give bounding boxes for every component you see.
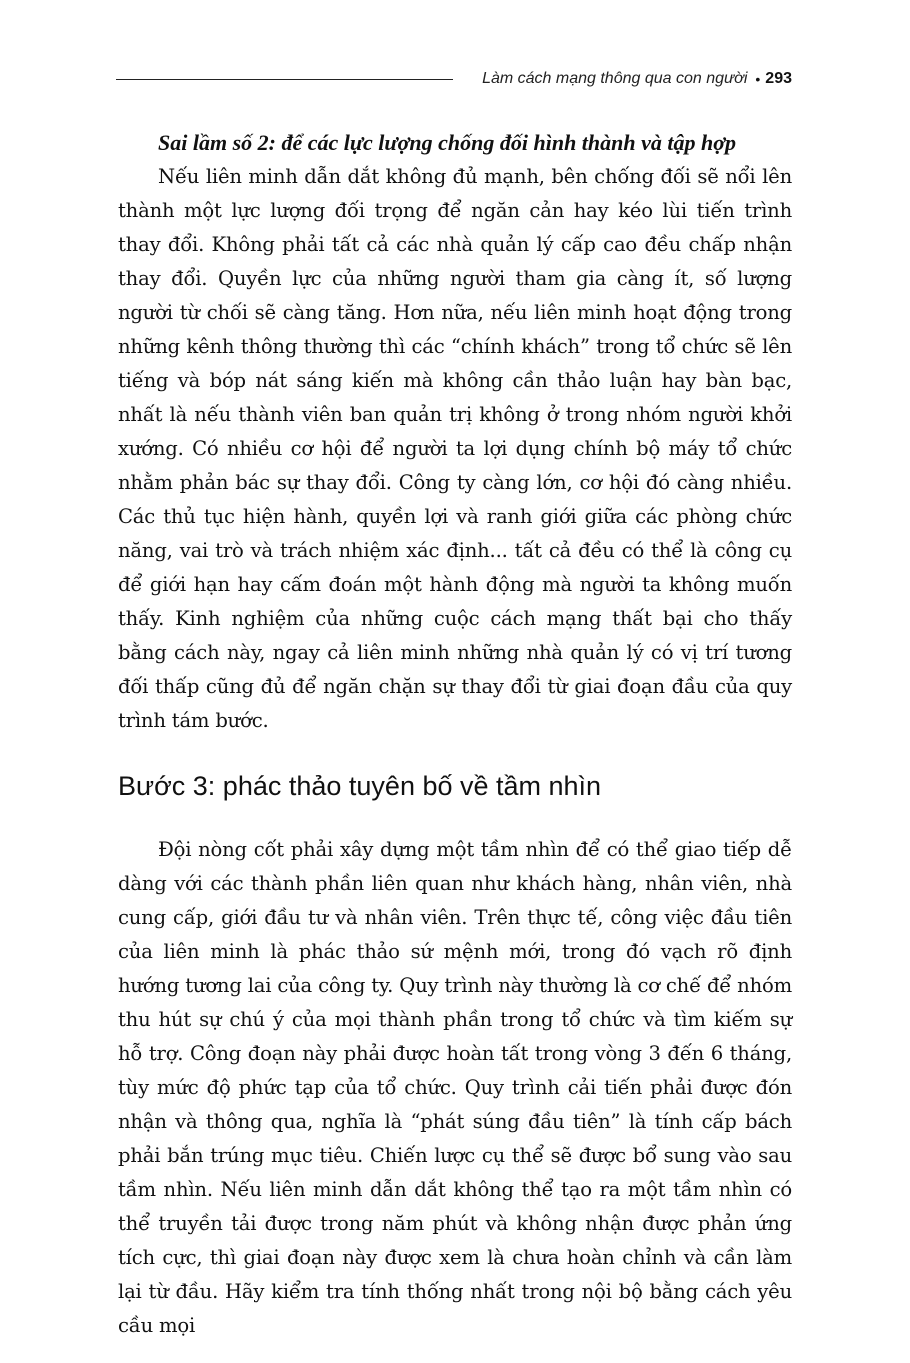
step3-paragraph: Đội nòng cốt phải xây dựng một tầm nhìn để có thể giao tiếp dễ dàng với các thành phần liên quan như khách hàng, nhân viên, nhà cung cấp, giới đầu tư và nhân viên. Trên thực tế, công việc đầu tiên của liên minh là phác thảo sứ mệnh mới, trong đó vạch rõ định hướng tương lai của công ty. Quy trình này thường là cơ chế để nhóm thu hút sự chú ý của mọi thành phần trong tổ chức và tìm kiếm sự hỗ trợ. Công đoạn này phải được hoàn tất trong vòng 3 đến 6 tháng, tùy mức độ phức tạp của tổ chức. Quy trình cải tiến phải được đón nhận và thông qua, nghĩa là “phát súng đầu tiên” là tính cấp bách phải bắn trúng mục tiêu. Chiến lược cụ thể sẽ được bổ sung vào sau tầm nhìn. Nếu liên minh dẫn dắt không thể tạo ra một tầm nhìn có thể truyền tải được trong năm phút và không nhận được phản ứng tích cực, thì giai đoạn này được xem là chưa hoàn chỉnh và cần làm lại từ đầu. Hãy kiểm tra tính thống nhất trong nội bộ bằng cách yêu cầu mọi xyxy=(118,838,792,1337)
mistake-heading: Sai lầm số 2: để các lực lượng chống đối hình thành và tập hợp xyxy=(158,130,737,155)
page-number: 293 xyxy=(765,70,792,87)
header-rule xyxy=(116,79,453,80)
mistake-paragraph: Nếu liên minh dẫn dắt không đủ mạnh, bên chống đối sẽ nổi lên thành một lực lượng đối trọng để ngăn cản hay kéo lùi tiến trình thay đổi. Không phải tất cả các nhà quản lý cấp cao đều chấp nhận thay đổi. Quyền lực của những người tham gia càng ít, số lượng người từ chối sẽ càng tăng. Hơn nữa, nếu liên minh hoạt động trong những kênh thông thường thì các “chính khách” trong tổ chức sẽ lên tiếng và bóp nát sáng kiến mà không cần thảo luận hay bàn bạc, nhất là nếu thành viên ban quản trị không ở trong nhóm người khởi xướng. Có nhiều cơ hội để người ta lợi dụng chính bộ máy tổ chức nhằm phản bác sự thay đổi. Công ty càng lớn, cơ hội đó càng nhiều. Các thủ tục hiện hành, quyền lợi và ranh giới giữa các phòng chức năng, vai trò và trách nhiệm xác định... tất cả đều có thể là công cụ để giới hạn hay cấm đoán một hành động mà người ta không muốn thấy. Kinh nghiệm của những cuộc cách mạng thất bại cho thấy bằng cách này, ngay cả liên minh những nhà quản lý có vị trí tương đối thấp cũng đủ để ngăn chặn sự thay đổi từ giai đoạn đầu của quy trình tám bước. xyxy=(118,165,792,732)
page-body xyxy=(118,126,792,1343)
step3-heading: Bước 3: phác thảo tuyên bố về tầm nhìn xyxy=(118,771,602,801)
running-title: Làm cách mạng thông qua con người xyxy=(482,70,748,87)
running-header xyxy=(116,62,792,88)
header-bullet: • xyxy=(755,71,761,87)
